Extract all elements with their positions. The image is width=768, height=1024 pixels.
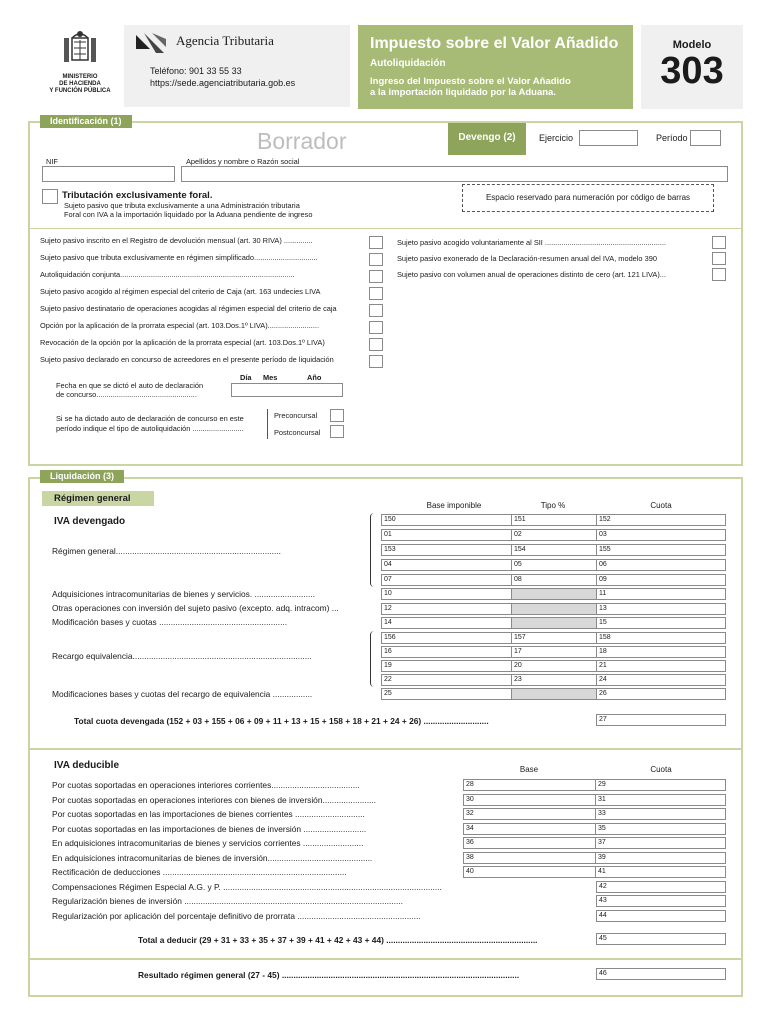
form-subtitle: Autoliquidación <box>370 58 446 69</box>
cell-cuota[interactable]: 13 <box>596 603 726 615</box>
cell-base[interactable]: 25 <box>381 688 511 700</box>
cell-base[interactable]: 34 <box>463 823 595 835</box>
anio-label: Año <box>307 373 322 382</box>
nif-field[interactable] <box>42 166 175 182</box>
table-row <box>596 910 726 922</box>
nombre-label: Apellidos y nombre o Razón social <box>186 157 300 166</box>
cell-base[interactable]: 19 <box>381 660 511 672</box>
periodo-label: Período <box>656 133 688 143</box>
nombre-field[interactable] <box>181 166 728 182</box>
cell-cuota[interactable]: 18 <box>596 646 726 658</box>
foral-desc: Sujeto pasivo que tributa exclusivamente a una Administración tributaria <box>64 201 300 210</box>
check-row <box>40 236 313 245</box>
cell-cuota[interactable]: 21 <box>596 660 726 672</box>
deducible-row-label: Compensaciones Régimen Especial A.G. y P. .............................................................................................. <box>52 881 442 892</box>
check-label: Sujeto pasivo acogido al régimen especial del criterio de Caja (art. 163 undecies LIVA <box>40 287 321 296</box>
cell-base[interactable]: 12 <box>381 603 511 615</box>
cell-disabled <box>511 603 596 615</box>
table-row <box>381 646 726 658</box>
modificacion-label: Modificación bases y cuotas ....................................................... <box>52 617 288 627</box>
cell-base[interactable]: 28 <box>463 779 595 791</box>
table-row <box>381 632 726 644</box>
col-cuota-header: Cuota <box>650 501 672 510</box>
total-devengada-label: Total cuota devengada (152 + 03 + 155 + 06 + 09 + 11 + 13 + 15 + 158 + 18 + 21 + 24 + 26) ............................ <box>74 716 489 726</box>
cell-cuota[interactable]: 155 <box>596 544 726 556</box>
ministry-line: MINISTERIO <box>62 74 98 80</box>
regimen-general-tab: Régimen general <box>42 491 154 506</box>
cell-disabled <box>511 617 596 629</box>
col-tipo-header: Tipo % <box>540 501 566 510</box>
deducible-row-label: En adquisiciones intracomunitarias de bienes de inversión............................................. <box>52 852 373 863</box>
cell-tipo[interactable]: 17 <box>511 646 596 658</box>
foral-checkbox[interactable] <box>42 189 58 204</box>
modelo-label: Modelo <box>672 39 712 51</box>
check-box[interactable] <box>369 253 383 266</box>
cell-cuota[interactable]: 46 <box>596 968 726 980</box>
iva-devengado-title: IVA devengado <box>54 516 126 527</box>
check-label: Sujeto pasivo acogido voluntariamente al SII ........................................................... <box>397 238 667 247</box>
otras-operaciones-label: Otras operaciones con inversión del sujeto pasivo (excepto. adq. intracom) ... <box>52 603 339 613</box>
check-box[interactable] <box>369 304 383 317</box>
form-title: Impuesto sobre el Valor Añadido <box>370 35 619 52</box>
cell-cuota[interactable]: 43 <box>596 895 726 907</box>
cell-tipo[interactable]: 157 <box>511 632 596 644</box>
agency-name: Agencia Tributaria <box>176 33 274 48</box>
divider <box>30 748 741 750</box>
preconcursal-checkbox[interactable] <box>330 409 344 422</box>
check-box[interactable] <box>369 321 383 334</box>
cell-base[interactable]: 04 <box>381 559 511 571</box>
deducible-row-label: Regularización bienes de inversión .............................................................................................. <box>52 896 403 906</box>
cell-cuota[interactable]: 26 <box>596 688 726 700</box>
bracket <box>267 409 271 439</box>
form-desc: a la importación liquidado por la Aduana. <box>370 87 556 98</box>
cell-cuota[interactable]: 29 <box>595 779 726 791</box>
devengo-tab: Devengo (2) <box>448 123 526 155</box>
modif-recargo-label: Modificaciones bases y cuotas del recargo de equivalencia ................. <box>52 689 313 699</box>
cell-base[interactable]: 14 <box>381 617 511 629</box>
table-row <box>381 588 726 600</box>
table-row <box>381 574 726 586</box>
cell-base[interactable]: 01 <box>381 529 511 541</box>
cell-cuota[interactable]: 03 <box>596 529 726 541</box>
deducible-row-label: Por cuotas soportadas en operaciones interiores corrientes...................................... <box>52 780 360 790</box>
cell-tipo[interactable]: 08 <box>511 574 596 586</box>
check-row <box>40 338 325 347</box>
cell-base[interactable]: 32 <box>463 808 595 820</box>
col-base-header: Base imponible <box>426 501 482 510</box>
cell-disabled <box>511 688 596 700</box>
check-row <box>40 253 318 262</box>
deducible-row-label: Por cuotas soportadas en las importaciones de bienes corrientes .............................. <box>52 809 365 819</box>
check-box[interactable] <box>369 338 383 351</box>
resultado-label: Resultado régimen general (27 - 45) ...................................................................................................... <box>138 970 520 980</box>
agency-logo-icon <box>134 31 168 61</box>
table-row <box>596 881 726 893</box>
dia-label: Día <box>240 373 252 382</box>
table-row <box>381 514 726 526</box>
postconcursal-checkbox[interactable] <box>330 425 344 438</box>
auto-label: Si se ha dictado auto de declaración de concurso en este <box>56 414 244 423</box>
cell-cuota[interactable]: 37 <box>595 837 726 849</box>
ministry-line: Y FUNCIÓN PÚBLICA <box>49 88 111 94</box>
cell-cuota[interactable]: 24 <box>596 674 726 686</box>
table-row <box>463 852 726 864</box>
cell-base[interactable]: 153 <box>381 544 511 556</box>
check-box[interactable] <box>712 252 726 265</box>
left-checks <box>40 236 386 366</box>
table-row <box>381 674 726 686</box>
agency-panel <box>124 25 350 107</box>
cell-cuota[interactable]: 11 <box>596 588 726 600</box>
cell-cuota[interactable]: 33 <box>595 808 726 820</box>
check-label: Sujeto pasivo con volumen anual de operaciones distinto de cero (art. 121 LIVA)... <box>397 270 666 279</box>
table-row <box>596 895 726 907</box>
check-row <box>40 270 295 279</box>
iva-deducible-title: IVA deducible <box>54 760 120 771</box>
ejercicio-label: Ejercicio <box>539 133 574 143</box>
table-row <box>463 837 726 849</box>
divider <box>30 958 741 960</box>
cell-cuota[interactable]: 45 <box>596 933 726 945</box>
cell-cuota[interactable]: 39 <box>595 852 726 864</box>
table-row <box>596 714 726 726</box>
cell-tipo[interactable]: 23 <box>511 674 596 686</box>
cell-base[interactable]: 40 <box>463 866 595 878</box>
fecha-label: Fecha en que se dictó el auto de declaración <box>56 381 204 390</box>
table-row <box>596 933 726 945</box>
cell-cuota[interactable]: 31 <box>595 794 726 806</box>
cell-base[interactable]: 10 <box>381 588 511 600</box>
cell-tipo[interactable]: 154 <box>511 544 596 556</box>
cell-base[interactable]: 150 <box>381 514 511 526</box>
total-deducir-label: Total a deducir (29 + 31 + 33 + 35 + 37 + 39 + 41 + 42 + 43 + 44) ................................................................. <box>138 935 538 945</box>
nif-label: NIF <box>46 157 58 166</box>
title-panel <box>358 25 633 109</box>
check-label: Autoliquidación conjunta..................................................................................... <box>40 270 295 279</box>
ministry-line: DE HACIENDA <box>59 81 101 87</box>
check-label: Sujeto pasivo inscrito en el Registro de devolución mensual (art. 30 RIVA) .............. <box>40 236 313 245</box>
cell-base[interactable]: 16 <box>381 646 511 658</box>
regimen-general-label: Régimen general....................................................................... <box>52 546 281 556</box>
cell-disabled <box>511 588 596 600</box>
check-row <box>40 321 319 330</box>
cell-base[interactable]: 30 <box>463 794 595 806</box>
table-row <box>381 559 726 571</box>
table-row <box>463 794 726 806</box>
cell-tipo[interactable]: 151 <box>511 514 596 526</box>
cell-cuota[interactable]: 152 <box>596 514 726 526</box>
divider <box>30 228 741 229</box>
deducible-row-label: Rectificación de deducciones ............................................................................... <box>52 867 347 877</box>
col-base-header: Base <box>519 765 539 774</box>
check-label: Sujeto pasivo exonerado de la Declaración-resumen anual del IVA, modelo 390 <box>397 254 657 263</box>
postconcursal-label: Postconcursal <box>274 428 321 437</box>
cell-tipo[interactable]: 05 <box>511 559 596 571</box>
deducible-row-label: Por cuotas soportadas en las importaciones de bienes de inversión ........................... <box>52 823 367 834</box>
fecha-field[interactable] <box>231 383 343 397</box>
deducible-row-label: En adquisiciones intracomunitarias de bienes y servicios corrientes .......................... <box>52 838 364 848</box>
cell-base[interactable]: 38 <box>463 852 595 864</box>
preconcursal-label: Preconcursal <box>274 411 318 420</box>
check-box[interactable] <box>369 236 383 249</box>
cell-cuota[interactable]: 06 <box>596 559 726 571</box>
check-label: Sujeto pasivo que tributa exclusivamente en régimen simplificado............................... <box>40 253 318 262</box>
check-label: Sujeto pasivo destinatario de operaciones acogidas al régimen especial del criterio de caja <box>40 304 337 313</box>
cell-cuota[interactable]: 09 <box>596 574 726 586</box>
check-label: Opción por la aplicación de la prorrata especial (art. 103.Dos.1º LIVA)......................... <box>40 321 320 330</box>
check-label: Sujeto pasivo declarado en concurso de acreedores en el presente período de liquidación <box>40 355 334 364</box>
fecha-label: de concurso................................................. <box>56 390 197 399</box>
check-box[interactable] <box>369 355 383 368</box>
table-row <box>463 808 726 820</box>
table-row <box>381 617 726 629</box>
deducible-row-label: Regularización por aplicación del porcentaje definitivo de prorrata ..................................................... <box>52 910 421 921</box>
check-box[interactable] <box>712 236 726 249</box>
table-row <box>381 529 726 541</box>
table-row <box>463 823 726 835</box>
foral-title: Tributación exclusivamente foral. <box>62 190 213 201</box>
watermark: Borrador <box>257 128 347 154</box>
table-row <box>381 688 726 700</box>
brace <box>370 631 376 687</box>
check-row <box>40 304 337 313</box>
cell-base[interactable]: 36 <box>463 837 595 849</box>
foral-desc: Foral con IVA a la importación liquidado por la Aduana pendiente de ingreso <box>64 210 313 219</box>
periodo-field[interactable] <box>690 130 721 146</box>
mes-label: Mes <box>263 373 278 382</box>
coat-of-arms-icon <box>58 28 102 72</box>
cell-cuota[interactable]: 35 <box>595 823 726 835</box>
check-label: Revocación de la opción por la aplicación de la prorrata especial (art. 103.Dos.1º LIVA) <box>40 338 325 347</box>
adquisiciones-label: Adquisiciones intracomunitarias de bienes y servicios. .......................... <box>52 589 315 599</box>
deducible-row-label: Por cuotas soportadas en operaciones interiores con bienes de inversión....................... <box>52 794 377 805</box>
barcode-area <box>462 184 714 212</box>
table-row <box>463 779 726 791</box>
recargo-label: Recargo equivalencia............................................................................. <box>52 651 312 661</box>
check-box[interactable] <box>712 268 726 281</box>
table-row <box>463 866 726 878</box>
agency-phone: Teléfono: 901 33 55 33 <box>150 66 242 76</box>
liquidacion-tab: Liquidación (3) <box>40 470 124 483</box>
form-desc: Ingreso del Impuesto sobre el Valor Añadido <box>370 76 571 87</box>
cell-base[interactable]: 22 <box>381 674 511 686</box>
check-box[interactable] <box>369 270 383 283</box>
col-cuota-header: Cuota <box>650 765 672 774</box>
modelo-number: 303 <box>660 50 724 92</box>
cell-cuota[interactable]: 15 <box>596 617 726 629</box>
check-row <box>40 355 334 364</box>
ejercicio-field[interactable] <box>579 130 638 146</box>
check-box[interactable] <box>369 287 383 300</box>
cell-tipo[interactable]: 20 <box>511 660 596 672</box>
brace <box>370 513 376 587</box>
cell-cuota[interactable]: 41 <box>595 866 726 878</box>
auto-label: período indique el tipo de autoliquidación ......................... <box>56 424 244 433</box>
check-row <box>40 287 320 296</box>
cell-cuota[interactable]: 27 <box>596 714 726 726</box>
table-row <box>381 603 726 615</box>
cell-cuota[interactable]: 158 <box>596 632 726 644</box>
table-row <box>381 660 726 672</box>
modelo-panel <box>641 25 743 109</box>
cell-tipo[interactable]: 02 <box>511 529 596 541</box>
cell-cuota[interactable]: 42 <box>596 881 726 893</box>
identificacion-tab: Identificación (1) <box>40 115 132 128</box>
cell-base[interactable]: 07 <box>381 574 511 586</box>
ministry-logo <box>40 28 120 100</box>
table-row <box>381 544 726 556</box>
barcode-text: Espacio reservado para numeración por código de barras <box>485 193 691 202</box>
cell-base[interactable]: 156 <box>381 632 511 644</box>
cell-cuota[interactable]: 44 <box>596 910 726 922</box>
table-row <box>596 968 726 980</box>
agency-web: https://sede.agenciatributaria.gob.es <box>150 78 296 88</box>
